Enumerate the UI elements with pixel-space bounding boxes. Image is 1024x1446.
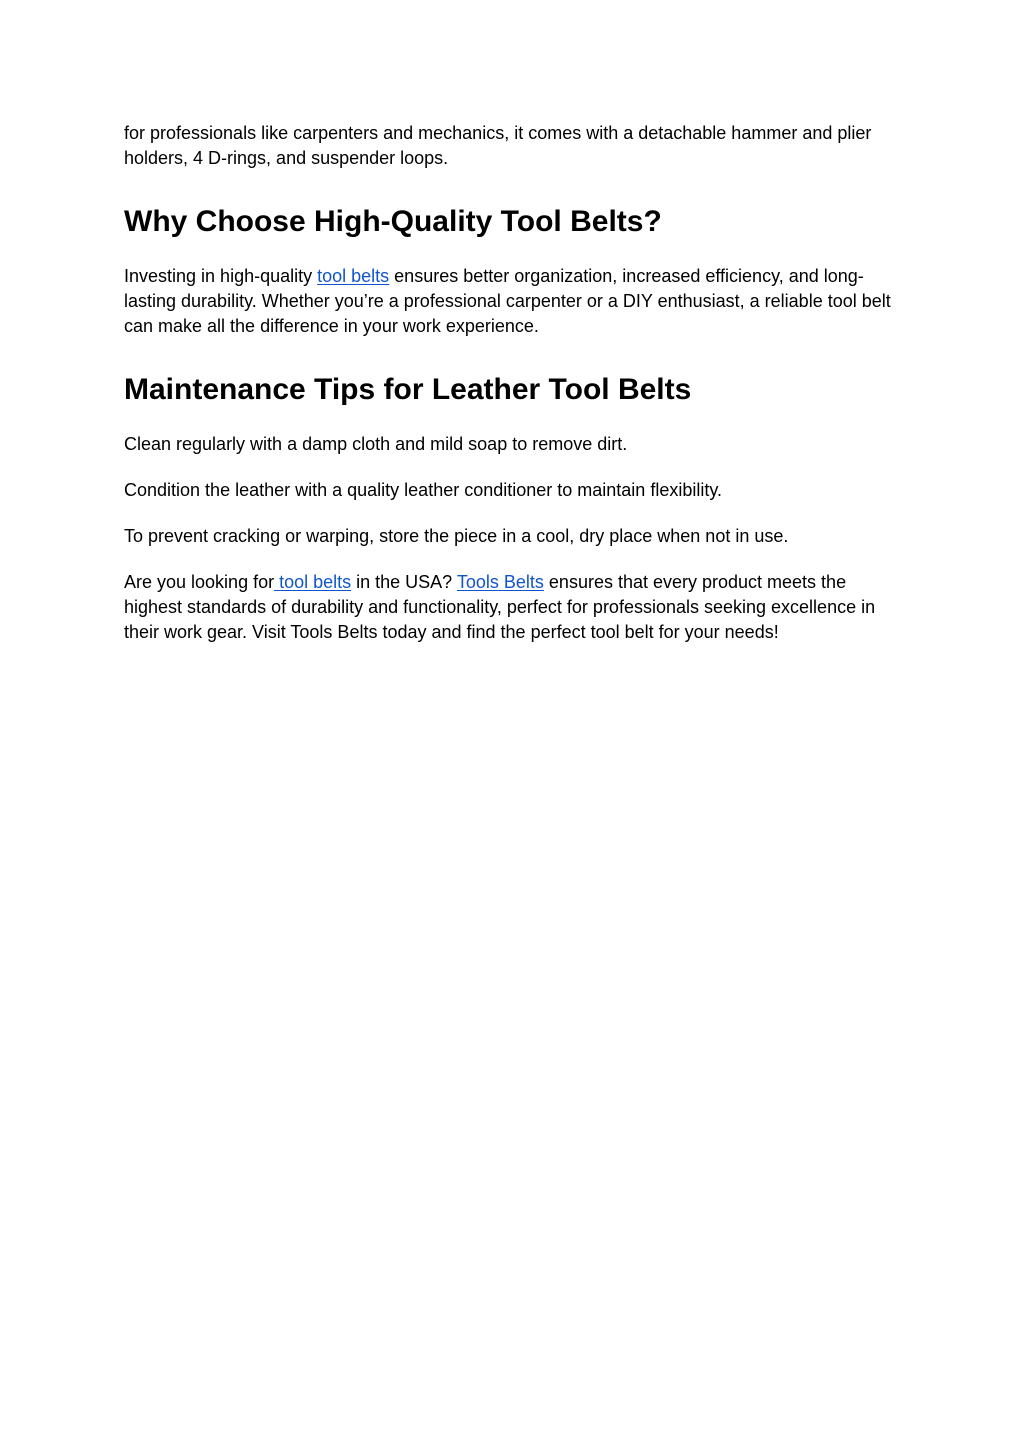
section-heading-maintenance-tips: Maintenance Tips for Leather Tool Belts bbox=[124, 373, 692, 406]
maintenance-tip: Condition the leather with a quality leather conditioner to maintain flexibility. bbox=[124, 480, 722, 500]
closing-text-3: ensures that every product meets the highest standards of durability and functionality, perfect for professionals seeking excellence in their work gear. Visit Tools Belts today and find the perfect tool belt for your needs! bbox=[124, 572, 876, 642]
tools-belts-brand-link[interactable]: Tools Belts bbox=[456, 572, 544, 592]
why-text-before-link: Investing in high-quality bbox=[124, 266, 318, 286]
why-choose-paragraph bbox=[124, 264, 904, 339]
intro-paragraph: for professionals like carpenters and mechanics, it comes with a detachable hammer and plier holders, 4 D-rings, and suspender loops. bbox=[124, 123, 872, 168]
tool-belts-link[interactable]: tool belts bbox=[317, 266, 390, 286]
maintenance-tip: To prevent cracking or warping, store the piece in a cool, dry place when not in use. bbox=[124, 526, 789, 546]
closing-paragraph bbox=[124, 570, 904, 645]
section-heading-why-choose: Why Choose High-Quality Tool Belts? bbox=[124, 205, 662, 238]
maintenance-tip: Clean regularly with a damp cloth and mild soap to remove dirt. bbox=[124, 434, 628, 454]
tool-belts-link-closing[interactable]: tool belts bbox=[274, 572, 352, 592]
closing-text-2: in the USA? bbox=[351, 572, 457, 592]
document-page bbox=[124, 121, 904, 645]
closing-text-1: Are you looking for bbox=[124, 572, 275, 592]
why-text-after-link: ensures better organization, increased efficiency, and long-lasting durability. Whether you’re a professional carpenter or a DIY enthusiast, a reliable tool belt can make all the difference in your work experience. bbox=[124, 266, 891, 336]
